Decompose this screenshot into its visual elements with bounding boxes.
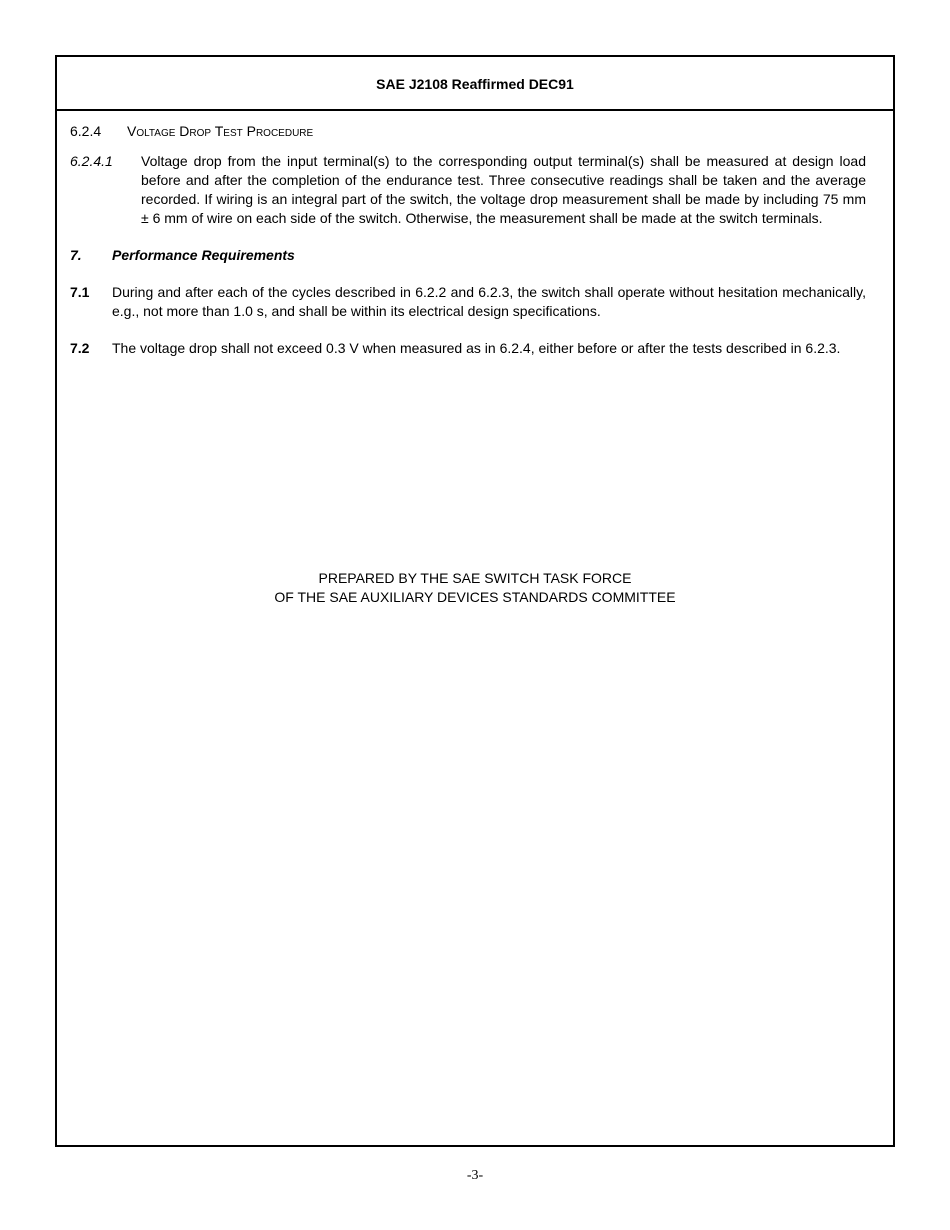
section-7-1 — [70, 283, 866, 321]
document-title: SAE J2108 Reaffirmed DEC91 — [376, 76, 574, 92]
section-6-2-4-1 — [70, 152, 866, 228]
section-6-2-4-heading — [70, 122, 866, 141]
section-text: During and after each of the cycles described in 6.2.2 and 6.2.3, the switch shall operate without hesitation mechanically, e.g., not more than 1.0 s, and shall be within its electrical design specifications. — [112, 284, 866, 319]
section-text: Voltage drop from the input terminal(s) to the corresponding output terminal(s) shall be measured at design load before and after the completion of the endurance test. Three consecutive readings shall be taken and the average recorded. If wiring is an integral part of the switch, the voltage drop measurement shall be made by including 75 mm ± 6 mm of wire on each side of the switch. Otherwise, the measurement shall be made at the switch terminals. — [141, 153, 866, 226]
section-number: 6.2.4 — [70, 123, 102, 139]
page-frame — [55, 55, 895, 1147]
section-number: 7.2 — [70, 340, 90, 356]
section-7-heading — [70, 246, 866, 265]
section-text: The voltage drop shall not exceed 0.3 V when measured as in 6.2.4, either before or after the tests described in 6.2.3. — [112, 340, 841, 356]
document-body — [70, 122, 866, 358]
page-number: -3- — [466, 1168, 484, 1183]
section-title: Voltage Drop Test Procedure — [127, 123, 314, 139]
section-number: 6.2.4.1 — [70, 153, 113, 169]
section-number: 7. — [70, 247, 82, 263]
section-title: Performance Requirements — [112, 247, 295, 263]
section-number: 7.1 — [70, 284, 90, 300]
section-7-2 — [70, 339, 866, 358]
document-header — [57, 57, 893, 111]
prepared-by-statement — [57, 569, 893, 607]
prepared-by-line-2: OF THE SAE AUXILIARY DEVICES STANDARDS COMMITTEE — [274, 589, 676, 605]
prepared-by-line-1: PREPARED BY THE SAE SWITCH TASK FORCE — [318, 570, 632, 586]
